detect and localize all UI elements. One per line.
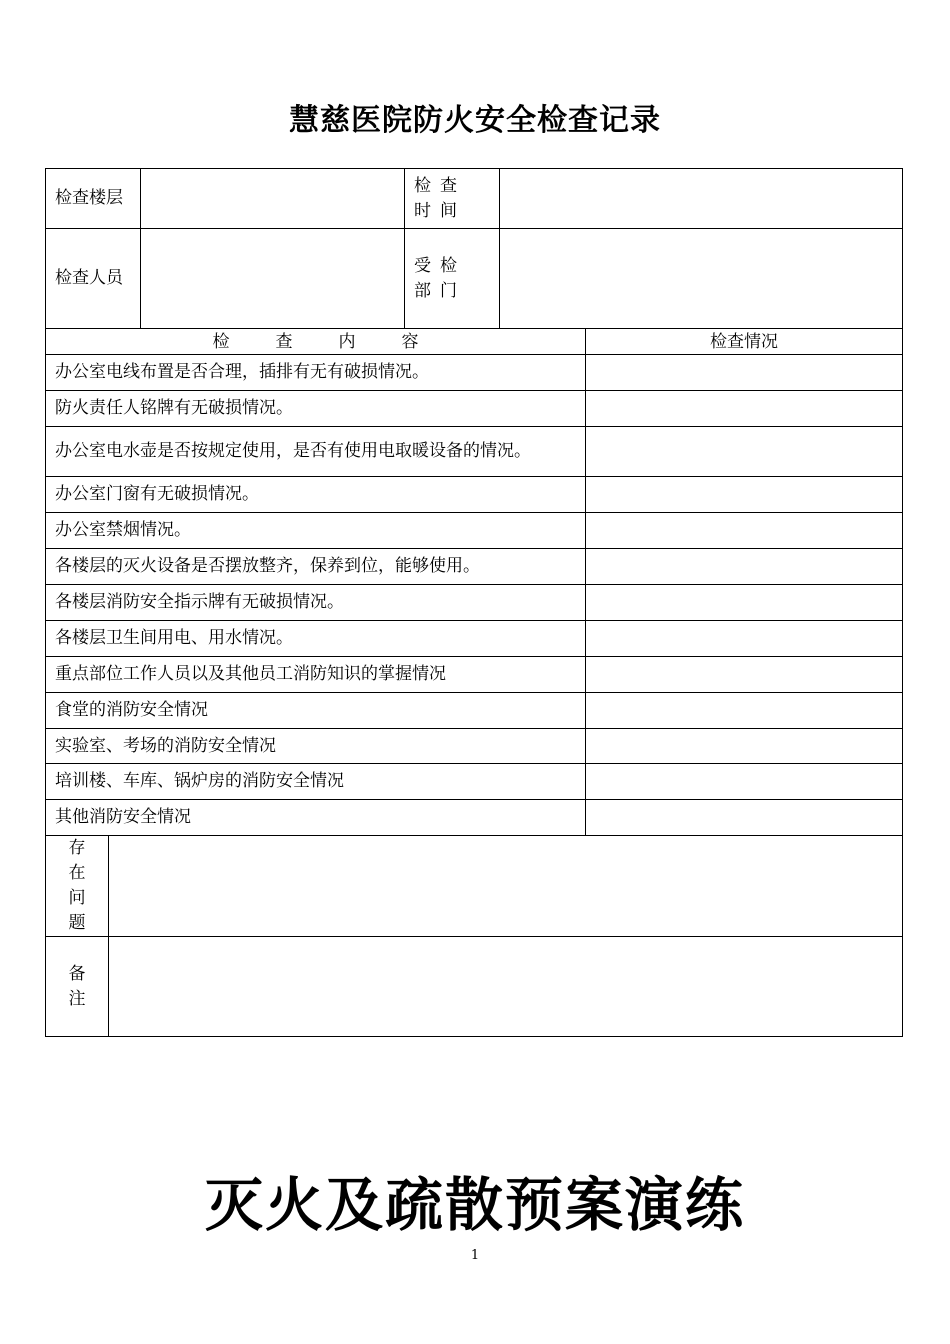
checklist-row [46,800,903,836]
checklist-item-status[interactable] [586,427,903,477]
checklist-row [46,729,903,764]
checklist-row [46,391,903,427]
checklist-items [46,355,903,836]
dept-field[interactable] [500,229,903,329]
checklist-item-status[interactable] [586,764,903,800]
inspection-form [45,168,903,1037]
checklist-item-text: 防火责任人铭牌有无破损情况。 [46,391,586,427]
checklist-item-status[interactable] [586,477,903,513]
checklist-item-text: 食堂的消防安全情况 [46,693,586,729]
checklist-item-text: 各楼层消防安全指示牌有无破损情况。 [46,585,586,621]
inspector-field[interactable] [141,229,405,329]
checklist-row [46,621,903,657]
time-field[interactable] [500,169,903,229]
page-number: 1 [470,1248,480,1263]
checklist-item-status[interactable] [586,729,903,764]
checklist-item-text: 办公室电线布置是否合理，插排有无有破损情况。 [46,355,586,391]
checklist-item-text: 实验室、考场的消防安全情况 [46,729,586,764]
checklist-row [46,549,903,585]
dept-label: 受检部门 [405,229,500,329]
time-label: 检查时间 [405,169,500,229]
inspector-dept-row [46,229,903,329]
inspector-label: 检查人员 [46,229,141,329]
section-title: 灭火及疏散预案演练 [204,1171,745,1239]
checklist-row [46,477,903,513]
issues-label [46,836,109,937]
floor-label: 检查楼层 [46,169,141,229]
checklist-row [46,513,903,549]
issues-row [46,836,903,937]
checklist-item-status[interactable] [586,657,903,693]
checklist-item-text: 办公室电水壶是否按规定使用，是否有使用电取暖设备的情况。 [46,427,586,477]
checklist-item-text: 重点部位工作人员以及其他员工消防知识的掌握情况 [46,657,586,693]
status-column-header: 检查情况 [586,329,903,355]
checklist-row [46,764,903,800]
checklist-item-status[interactable] [586,585,903,621]
checklist-row [46,355,903,391]
checklist-row [46,657,903,693]
checklist-item-status[interactable] [586,693,903,729]
checklist-item-text: 办公室禁烟情况。 [46,513,586,549]
checklist-item-status[interactable] [586,549,903,585]
checklist-item-status[interactable] [586,391,903,427]
remarks-label [46,937,109,1037]
floor-field[interactable] [141,169,405,229]
issues-field[interactable] [109,836,903,937]
checklist-item-status[interactable] [586,800,903,836]
remarks-row [46,937,903,1037]
checklist-row [46,427,903,477]
checklist-row [46,585,903,621]
issues-label-text: 存在问题 [68,838,86,933]
page-title: 慧慈医院防火安全检查记录 [289,103,661,138]
remarks-label-text: 备注 [68,963,86,1009]
checklist-item-status[interactable] [586,355,903,391]
checklist-item-text: 办公室门窗有无破损情况。 [46,477,586,513]
floor-time-row [46,169,903,229]
checklist-item-text: 各楼层的灭火设备是否摆放整齐，保养到位，能够使用。 [46,549,586,585]
checklist-item-status[interactable] [586,513,903,549]
checklist-row [46,693,903,729]
remarks-field[interactable] [109,937,903,1037]
checklist-item-text: 其他消防安全情况 [46,800,586,836]
checklist-item-text: 各楼层卫生间用电、用水情况。 [46,621,586,657]
checklist-item-status[interactable] [586,621,903,657]
checklist-item-text: 培训楼、车库、锅炉房的消防安全情况 [46,764,586,800]
column-header-row [46,329,903,355]
content-column-header: 检查内容 [46,329,586,355]
